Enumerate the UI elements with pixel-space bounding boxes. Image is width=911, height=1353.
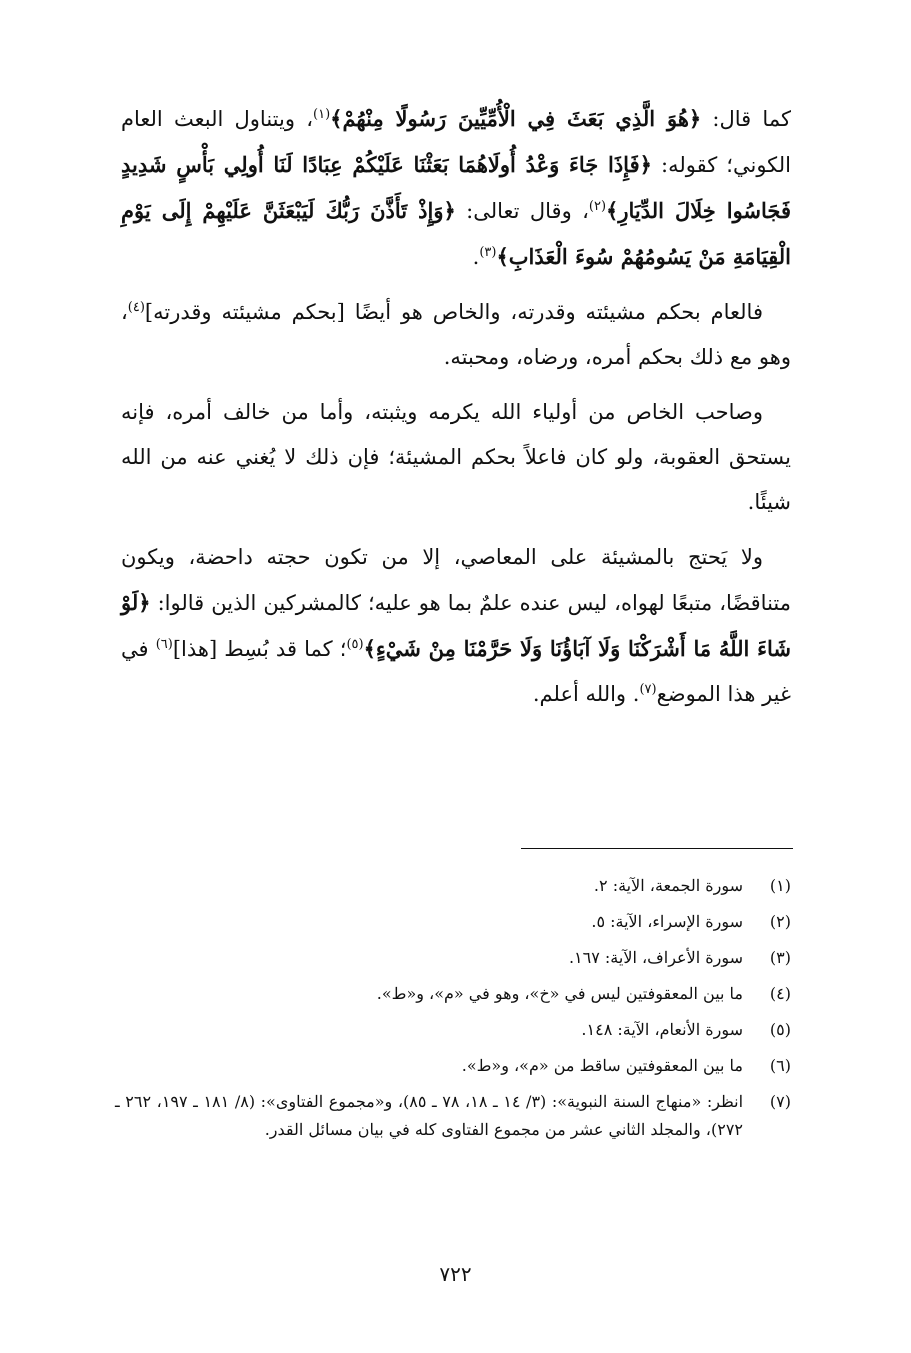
quran-verse: ﴿هُوَ الَّذِي بَعَثَ فِي الْأُمِّيِّينَ رَسُولًا مِنْهُمْ﴾ [330,106,702,131]
footnote-text: سورة الإسراء، الآية: ٥. [591,912,743,931]
footnote-number: (٥) [769,1020,791,1039]
footnote-reference: (٧) [639,682,657,697]
footnote-item [115,1016,791,1044]
footnote-text: ما بين المعقوفتين ساقط من «م»، و«ط». [461,1056,743,1075]
paragraph [121,390,791,525]
footnote-item [115,1088,791,1144]
footnote-text: انظر: «منهاج السنة النبوية»: (٣/ ١٤ ـ ١٨، ٧٨ ـ ٨٥)، و«مجموع الفتاوى»: (٨/ ١٨١ ـ ١٩٧، ٢٦٢ ـ ٢٧٢)، والمجلد الثاني عشر من مجموع الفتاوى كله في بيان مسائل القدر. [115,1092,744,1139]
footnote-text: سورة الأعراف، الآية: ١٦٧. [568,948,743,967]
footnote-number: (٤) [769,984,791,1003]
footnote-number: (٧) [769,1092,791,1111]
text-run: ؛ كما قد بُسِط [هذا] [172,637,347,661]
text-run: ، وقال تعالى: [455,199,589,223]
footnote-reference: (٦) [155,637,173,652]
footnote-reference: (٥) [346,637,364,652]
text-run: ، وهو مع ذلك بحكم أمره، ورضاه، ومحبته. [121,300,791,369]
footnote-separator [521,848,793,849]
quran-verse: ﴿لَوْ شَاءَ اللَّهُ مَا أَشْرَكْنَا وَلَا آبَاؤُنَا وَلَا حَرَّمْنَا مِنْ شَيْءٍ﴾ [121,590,791,661]
footnote-text: سورة الجمعة، الآية: ٢. [593,876,743,895]
footnote-item [115,1052,791,1080]
footnote-number: (٣) [769,948,791,967]
page-number: ٧٢٢ [439,1262,472,1286]
paragraph [121,96,791,280]
footnote-reference: (٤) [127,300,145,315]
text-run: . والله أعلم. [532,682,640,706]
quran-verse: ﴿فَإِذَا جَاءَ وَعْدُ أُولَاهُمَا بَعَثْنَا عَلَيْكُمْ عِبَادًا لَنَا أُولِي بَأْسٍ شَدِيدٍ فَجَاسُوا خِلَالَ الدِّيَارِ﴾ [121,152,792,223]
text-run: فالعام بحكم مشيئته وقدرته، والخاص هو أيضًا [بحكم مشيئته وقدرته] [144,300,763,324]
footnote-item [115,980,791,1008]
text-run: كما قال: [701,107,791,131]
footnote-number: (٦) [769,1056,791,1075]
footnote-text: سورة الأنعام، الآية: ١٤٨. [581,1020,743,1039]
footnote-number: (٢) [769,912,791,931]
footnote-item [115,908,791,936]
footnotes-section [115,872,791,1152]
text-run: ولا يَحتج بالمشيئة على المعاصي، إلا من تكون حجته داحضة، ويكون متناقضًا، متبعًا لهواه، ليس عنده علمٌ بما هو عليه؛ كالمشركين الذين قالوا: [121,545,791,615]
text-run: . [472,245,480,269]
paragraph [121,290,791,380]
main-body-text [121,96,791,727]
quran-verse: ﴿وَإِذْ تَأَذَّنَ رَبُّكَ لَيَبْعَثَنَّ عَلَيْهِمْ إِلَى يَوْمِ الْقِيَامَةِ مَنْ يَسُومُهُمْ سُوءَ الْعَذَابِ﴾ [121,198,791,269]
footnote-text: ما بين المعقوفتين ليس في «خ»، وهو في «م»، و«ط». [376,984,743,1003]
footnote-reference: (٣) [479,245,497,260]
footnote-reference: (٢) [588,199,607,214]
text-run: في غير هذا الموضع [121,637,791,706]
footnote-reference: (١) [313,107,331,122]
footnote-number: (١) [769,876,791,895]
paragraph [121,535,791,717]
footnote-item [115,872,791,900]
text-run: وصاحب الخاص من أولياء الله يكرمه ويثبته، وأما من خالف أمره، فإنه يستحق العقوبة، ولو كان فاعلاً بحكم المشيئة؛ فإن ذلك لا يُغني عنه من الله شيئًا. [121,400,791,514]
text-run: ، ويتناول البعث العام الكوني؛ كقوله: [121,107,791,177]
footnote-item [115,944,791,972]
